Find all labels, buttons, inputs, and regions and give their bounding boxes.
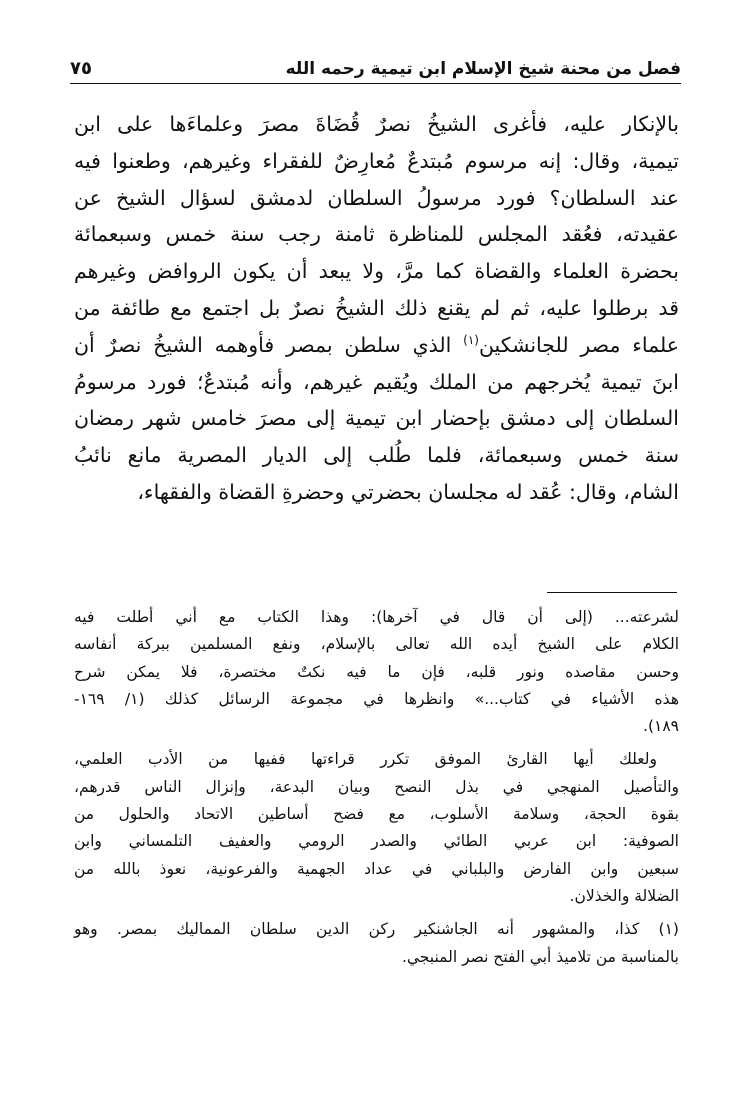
footnote-line: بقوة الحجة، وسلامة الأسلوب، مع فضح أساطين الاتحاد والحلول من [74,805,679,824]
footnote-line: هذه الأشياء في كتاب...» وانظرها في مجموعة الرسائل كذلك (١/ ١٦٩- [74,689,679,708]
text-fragment: الذي سلطن بمصر فأوهمه الشيخُ نصرٌ أن [74,332,452,357]
footnote-line: الضلالة والخذلان. [569,886,679,905]
text-line: قد برطلوا عليه، ثم لم يقنع ذلك الشيخُ نصرٌ بل اجتمع مع طائفة من [74,295,679,320]
text-line: الشام، وقال: عُقد له مجلسان بحضرتي وحضرةِ القضاة والفقهاء، [137,479,679,504]
footnote-line: وحسن مقاصده ونور قلبه، فإن ما فيه نكتٌ مختصرة، فلا يمكن شرح [74,662,679,681]
text-line: السلطان إلى دمشق بإحضار ابن تيمية إلى مصرَ خامس شهر رمضان [74,406,679,431]
footnote-separator [547,592,677,593]
text-line: ابنَ تيمية يُخرجهم من الملك ويُقيم غيرهم، وأنه مُبتدعٌ؛ فورد مرسومُ [74,369,679,394]
text-line: عقيدته، فعُقد المجلس للمناظرة ثامنة رجب سنة خمس وسبعمائة [74,222,679,247]
footnote-line: لشرعته... (إلى أن قال في آخرها): وهذا الكتاب مع أني أطلت فيه [74,608,679,626]
text-line: تيمية، وقال: إنه مرسوم مُبتدعٌ مُعارِضٌ للفقراء وغيرهم، وطعنوا فيه [74,148,679,173]
footnote-1 [74,916,679,971]
page-number: ٧٥ [70,58,92,79]
running-header [70,44,681,84]
footnotes [74,604,679,977]
text-line: بحضرة العلماء والقضاة كما مرَّ، ولا يبعد أن يكون الروافض وغيرهم [74,259,679,284]
footnote-continuation [74,604,679,740]
footnote-paragraph [74,746,679,910]
footnote-line: الصوفية: ابن عربي الطائي والصدر الرومي والعفيف التلمساني وابن [74,832,679,851]
footnote-text: كذا، والمشهور أنه الجاشنكير ركن الدين سلطان المماليك بمصر. وهو [74,920,640,939]
main-text [74,106,679,511]
header-title: فصل من محنة شيخ الإسلام ابن تيمية رحمه الله [285,59,681,79]
footnote-line: بالمناسبة من تلاميذ أبي الفتح نصر المنبجي. [401,947,679,966]
footnote-line: الكلام على الشيخ أيده الله تعالى بالإسلام، ونفع المسلمين ببركة أنفاسه [74,635,679,654]
footnote-line: ١٨٩). [643,717,679,736]
footnote-line: سبعين وابن الفارض والبلباني في عداد الجهمية والفرعونية، نعوذ بالله من [74,859,679,878]
footnote-line: والتأصيل المنهجي في بذل النصح وبيان البدعة، وإنزال الناس قدرهم، [74,777,679,796]
text-line [74,327,679,364]
footnote-line [74,916,679,943]
text-fragment: علماء مصر للجانشكين [478,332,679,357]
text-line: سنة خمس وسبعمائة، فلما طُلب إلى الديار المصرية مانع نائبُ [74,443,679,468]
footnote-line: ولعلك أيها القارئ الموفق تكرر قراءتها ففيها من الأدب العلمي، [74,750,657,769]
text-line: عند السلطان؟ فورد مرسولُ السلطان لدمشق لسؤال الشيخ عن [74,185,679,210]
text-line: بالإنكار عليه، فأغرى الشيخُ نصرٌ قُضَاةَ مصرَ وعلماءَها على ابن [74,112,679,136]
footnote-reference[interactable]: (١) [463,332,479,347]
footnote-marker: (١) [658,920,679,939]
